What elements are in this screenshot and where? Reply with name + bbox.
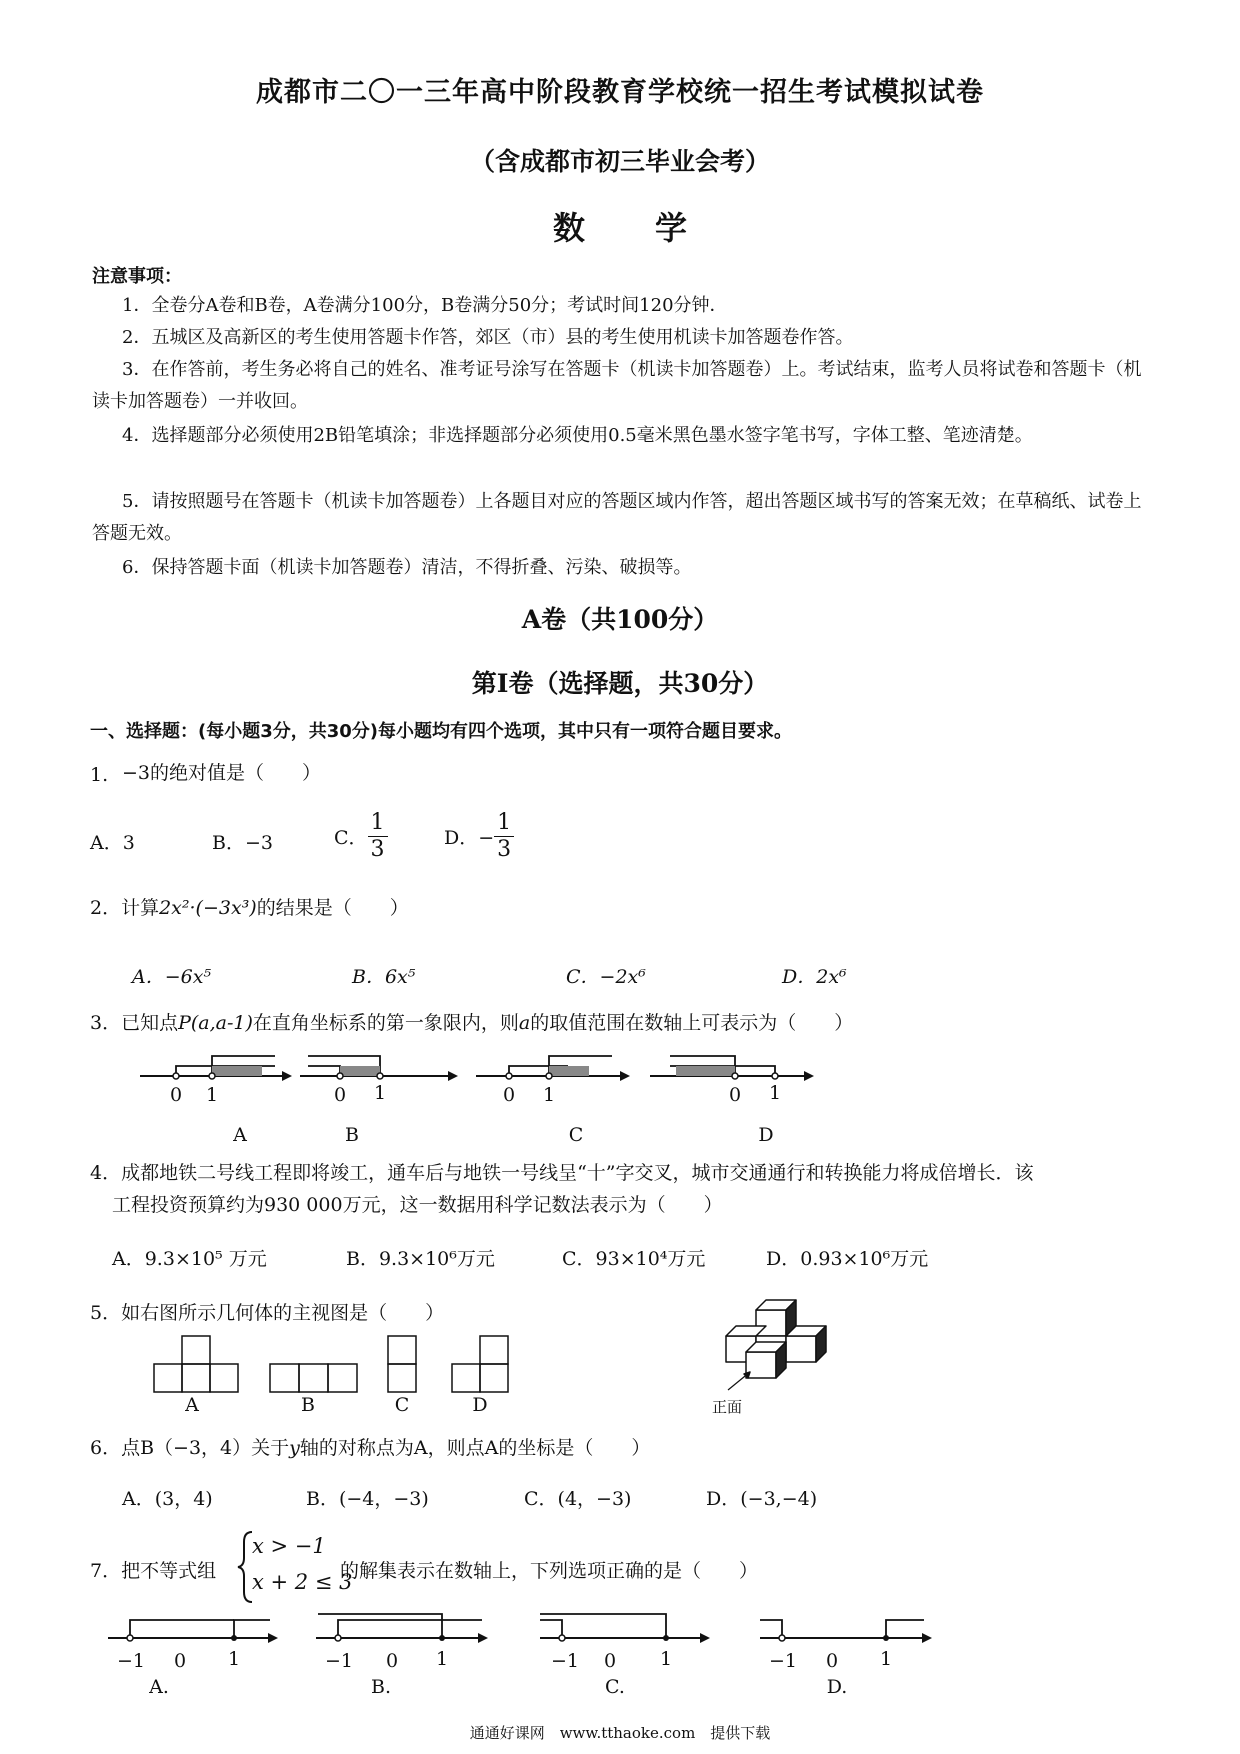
q1-option-d [444, 810, 514, 863]
q7-tick-0: 0 [825, 1650, 839, 1672]
q2-option-c: C．−2x⁶ [566, 966, 646, 988]
q6-stem-post: 轴的对称点为A，则点A的坐标是（ ） [299, 1437, 651, 1459]
q3-numberline-a [140, 1056, 292, 1081]
q5-solid-figure [700, 1290, 880, 1410]
q3-numberline-c [476, 1056, 630, 1081]
q3-tick-0: 0 [728, 1084, 742, 1106]
part1-heading: 第Ⅰ卷（选择题，共30分） [471, 669, 769, 698]
q2-stem-pre: 2．计算 [90, 897, 160, 919]
notes-heading: 注意事项： [92, 266, 182, 287]
q4-option-b: B．9.3×10⁶万元 [346, 1248, 495, 1270]
q3-tick-1: 1 [205, 1084, 219, 1106]
q1-option-d-label: D．− [444, 827, 495, 849]
q7-stem-pre: 7．把不等式组 [90, 1560, 217, 1582]
q7-tick-minus1: −1 [324, 1650, 353, 1672]
note-item: 2．五城区及高新区的考生使用答题卡作答，郊区（市）县的考生使用机读卡加答题卷作答。 [122, 327, 854, 348]
q7-label-d: D. [826, 1676, 848, 1698]
q7-numberline-c [540, 1614, 710, 1643]
q5-label-b: B [301, 1394, 315, 1416]
q5-stem: 5．如右图所示几何体的主视图是（ ） [90, 1302, 445, 1324]
q7-tick-0: 0 [173, 1650, 187, 1672]
q2-option-a: A．−6x⁵ [132, 966, 212, 988]
q4-option-a: A．9.3×10⁵ 万元 [112, 1248, 267, 1270]
q7-tick-minus1: −1 [768, 1650, 797, 1672]
q7-tick-minus1: −1 [116, 1650, 145, 1672]
q3-number-lines [0, 1040, 1240, 1120]
q1-stem: −3的绝对值是（ ） [122, 762, 322, 784]
q7-tick-0: 0 [603, 1650, 617, 1672]
note-item: 4．选择题部分必须使用2B铅笔填涂；非选择题部分必须使用0.5毫米黑色墨水签字笔书写，字体工整、笔迹清楚。 [122, 425, 1033, 446]
q2-expression: 2x²·(−3x³) [159, 897, 257, 919]
q3-label-a: A [233, 1124, 247, 1146]
q5-option-c-figure [388, 1336, 416, 1392]
q1-option-b: B．−3 [212, 832, 273, 854]
note-item: 1．全卷分A卷和B卷，A卷满分100分，B卷满分50分；考试时间120分钟． [122, 295, 728, 316]
q3-variable: a [518, 1012, 531, 1034]
q4-stem-line2: 工程投资预算约为930 000万元，这一数据用科学记数法表示为（ ） [112, 1194, 723, 1216]
q5-label-a: A [185, 1394, 199, 1416]
q3-tick-1: 1 [542, 1084, 556, 1106]
q1-option-c-label: C． [334, 827, 368, 849]
q3-tick-1: 1 [768, 1082, 782, 1104]
q6-variable: y [289, 1437, 300, 1459]
page-footer: 通通好课网 www.tthaoke.com 提供下载 [469, 1724, 771, 1742]
a-paper-heading: A卷（共100分） [521, 605, 719, 634]
q1-option-c [334, 810, 388, 863]
q7-stem-post: 的解集表示在数轴上，下列选项正确的是（ ） [340, 1560, 759, 1582]
q3-numberline-b [300, 1056, 458, 1081]
q3-tick-0: 0 [333, 1084, 347, 1106]
exam-subtitle: （含成都市初三毕业会考） [469, 147, 770, 176]
q6-option-c: C．(4，−3) [524, 1488, 632, 1510]
q4-stem-line1: 4．成都地铁二号线工程即将竣工，通车后与地铁一号线呈“十”字交叉，城市交通通行和转换能力将成倍增长．该 [90, 1162, 1034, 1184]
subject-title: 数学 [552, 209, 757, 247]
q7-tick-1: 1 [659, 1648, 673, 1670]
q1-number: 1. [90, 764, 109, 786]
q6-option-a: A．(3，4) [122, 1488, 213, 1510]
q7-label-c: C. [605, 1676, 625, 1698]
q2-option-d: D．2x⁶ [782, 966, 847, 988]
q3-label-c: C [568, 1124, 584, 1146]
choice-section-heading: 一、选择题：(每小题3分，共30分)每小题均有四个选项，其中只有一项符合题目要求。 [90, 721, 793, 742]
q2-stem-post: 的结果是（ ） [256, 897, 409, 919]
q7-tick-1: 1 [227, 1648, 241, 1670]
q7-inequality-1: x > −1 [252, 1534, 326, 1558]
q7-label-b: B. [370, 1676, 391, 1698]
q7-label-a: A. [149, 1676, 169, 1698]
q5-option-b-figure [270, 1364, 357, 1392]
exam-title: 成都市二〇一三年高中阶段教育学校统一招生考试模拟试卷 [256, 77, 984, 108]
q3-tick-1: 1 [373, 1082, 387, 1104]
q3-stem [90, 1008, 853, 1035]
q4-option-d: D．0.93×10⁶万元 [766, 1248, 929, 1270]
q6-stem [90, 1433, 650, 1460]
q7-tick-minus1: −1 [550, 1650, 579, 1672]
q7-tick-1: 1 [435, 1648, 449, 1670]
q5-label-c: C [394, 1394, 410, 1416]
q5-label-d: D [472, 1394, 488, 1416]
q4-option-c: C．93×10⁴万元 [562, 1248, 706, 1270]
q3-numberline-d [650, 1056, 814, 1081]
q7-tick-1: 1 [879, 1648, 893, 1670]
q5-option-a-figure [154, 1336, 238, 1392]
q1-option-d-fraction [494, 810, 514, 863]
q3-stem-mid: 在直角坐标系的第一象限内，则 [252, 1012, 519, 1034]
q3-tick-0: 0 [169, 1084, 183, 1106]
fraction-numerator: 1 [368, 810, 388, 837]
q5-front-label: 正面 [712, 1398, 743, 1416]
q3-label-d: D [758, 1124, 774, 1146]
q6-stem-pre: 6．点B（−3，4）关于 [90, 1437, 290, 1459]
q6-option-d: D．(−3,−4) [706, 1488, 818, 1510]
q7-numberline-b [316, 1614, 488, 1643]
q1-option-a: A．3 [90, 832, 135, 854]
q3-stem-pre: 3．已知点 [90, 1012, 179, 1034]
q3-label-b: B [345, 1124, 359, 1146]
q3-tick-0: 0 [502, 1084, 516, 1106]
q3-stem-post: 的取值范围在数轴上可表示为（ ） [530, 1012, 854, 1034]
q2-stem [90, 893, 409, 920]
fraction-denominator: 3 [497, 837, 512, 862]
note-item: 3．在作答前，考生务必将自己的姓名、准考证号涂写在答题卡（机读卡加答题卷）上。考试结束，监考人员将试卷和答题卡（机读卡加答题卷）一并收回。 [92, 359, 1142, 412]
q7-tick-0: 0 [385, 1650, 399, 1672]
q6-option-b: B．(−4，−3) [306, 1488, 429, 1510]
note-item: 6．保持答题卡面（机读卡加答题卷）清洁，不得折叠、污染、破损等。 [122, 557, 692, 578]
q7-inequality-2: x + 2 ≤ 3 [252, 1570, 353, 1594]
q5-option-d-figure [452, 1336, 508, 1392]
q3-point: P(a,a-1) [178, 1012, 253, 1034]
q7-numberline-a [108, 1620, 278, 1643]
q7-numberline-d [760, 1620, 932, 1643]
fraction-numerator: 1 [494, 810, 514, 837]
q1-option-c-fraction [368, 810, 388, 863]
q2-option-b: B．6x⁵ [352, 966, 416, 988]
note-item: 5．请按照题号在答题卡（机读卡加答题卷）上各题目对应的答题区域内作答，超出答题区域书写的答案无效；在草稿纸、试卷上答题无效。 [92, 491, 1142, 544]
fraction-denominator: 3 [370, 837, 385, 862]
